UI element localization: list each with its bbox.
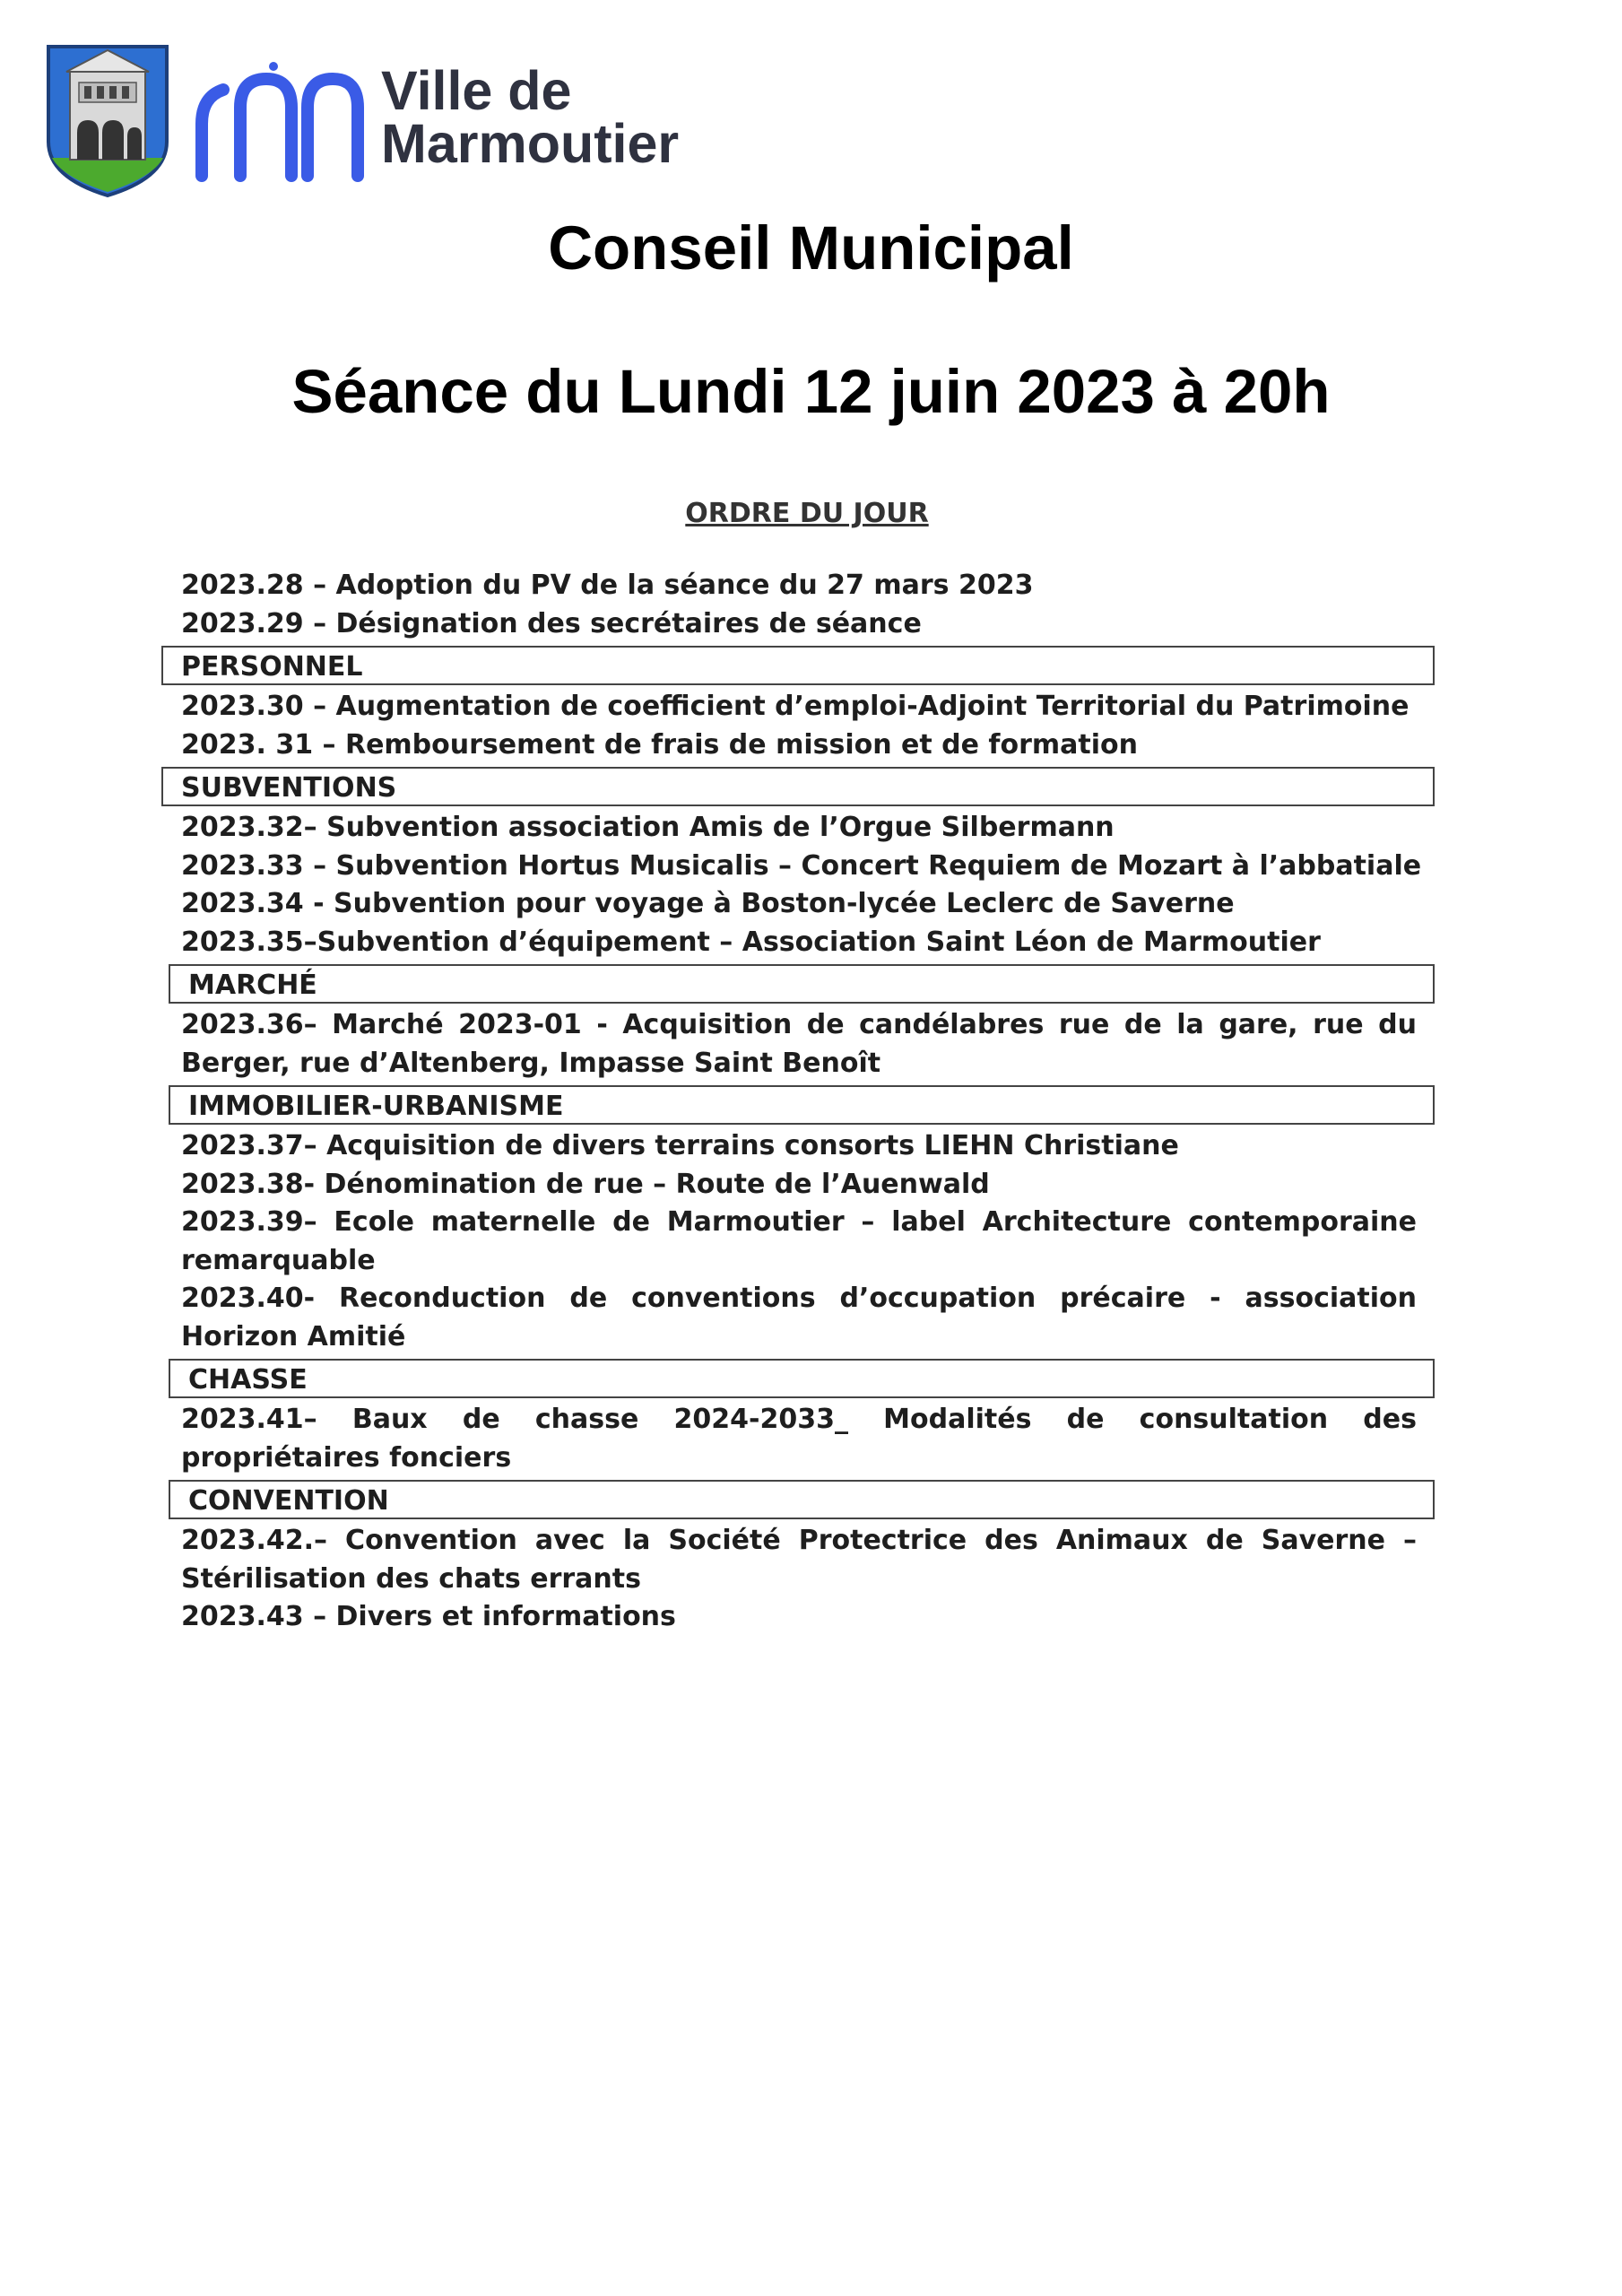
agenda-item: 2023.40- Reconduction de conventions d’occupation précaire - association Horizon Amitié bbox=[181, 1283, 1417, 1352]
section-header-chasse: CHASSE bbox=[169, 1359, 1435, 1398]
agenda-item: 2023.33 – Subvention Hortus Musicalis – Concert Requiem de Mozart à l’abbatiale bbox=[181, 849, 1422, 882]
agenda-item: 2023.43 – Divers et informations bbox=[181, 1601, 676, 1632]
brand-name bbox=[381, 60, 680, 174]
agenda-item: 2023.38- Dénomination de rue – Route de l’Auenwald bbox=[181, 1168, 990, 1200]
page-header bbox=[45, 43, 726, 204]
section-header-marche: MARCHÉ bbox=[169, 964, 1435, 1004]
agenda-item: 2023.41– Baux de chasse 2024-2033_ Modalités de consultation des propriétaires fonciers bbox=[181, 1404, 1417, 1474]
agenda-item: 2023.36– Marché 2023-01 - Acquisition de candélabres rue de la gare, rue du Berger, rue d’Altenberg, Impasse Saint Benoît bbox=[181, 1009, 1417, 1079]
section-header-convention: CONVENTION bbox=[169, 1480, 1435, 1519]
section-header-immobilier-urbanisme: IMMOBILIER-URBANISME bbox=[169, 1085, 1435, 1125]
section-header-subventions: SUBVENTIONS bbox=[161, 767, 1435, 806]
brand-name-line1: Ville de bbox=[381, 60, 572, 121]
agenda-item: 2023.42.– Convention avec la Société Protectrice des Animaux de Saverne – Stérilisation des chats errants bbox=[181, 1525, 1417, 1595]
agenda-item: 2023.39– Ecole maternelle de Marmoutier – label Architecture contemporaine remarquable bbox=[181, 1206, 1417, 1276]
coat-of-arms-icon bbox=[45, 43, 170, 197]
session-date: Séance du Lundi 12 juin 2023 à 20h bbox=[291, 357, 1331, 426]
agenda-item: 2023.34 - Subvention pour voyage à Boston-lycée Leclerc de Saverne bbox=[181, 888, 1235, 919]
agenda-heading: ORDRE DU JOUR bbox=[685, 498, 929, 529]
agenda-item: 2023.35–Subvention d’équipement – Association Saint Léon de Marmoutier bbox=[181, 926, 1321, 958]
brand-m-icon bbox=[191, 54, 406, 197]
page-title: Conseil Municipal bbox=[548, 213, 1074, 283]
agenda-item: 2023.37– Acquisition de divers terrains consorts LIEHN Christiane bbox=[181, 1130, 1179, 1161]
agenda-item: 2023.28 – Adoption du PV de la séance du 27 mars 2023 bbox=[181, 570, 1034, 601]
agenda-document bbox=[161, 498, 1435, 1637]
agenda-item: 2023.29 – Désignation des secrétaires de séance bbox=[181, 607, 922, 639]
agenda-item: 2023.30 – Augmentation de coefficient d’emploi-Adjoint Territorial du Patrimoine bbox=[181, 691, 1409, 722]
agenda-item: 2023.32– Subvention association Amis de l’Orgue Silbermann bbox=[181, 812, 1115, 843]
agenda-item: 2023. 31 – Remboursement de frais de mission et de formation bbox=[181, 728, 1138, 761]
brand-name-line2: Marmoutier bbox=[381, 113, 680, 174]
section-header-personnel: PERSONNEL bbox=[161, 646, 1435, 685]
